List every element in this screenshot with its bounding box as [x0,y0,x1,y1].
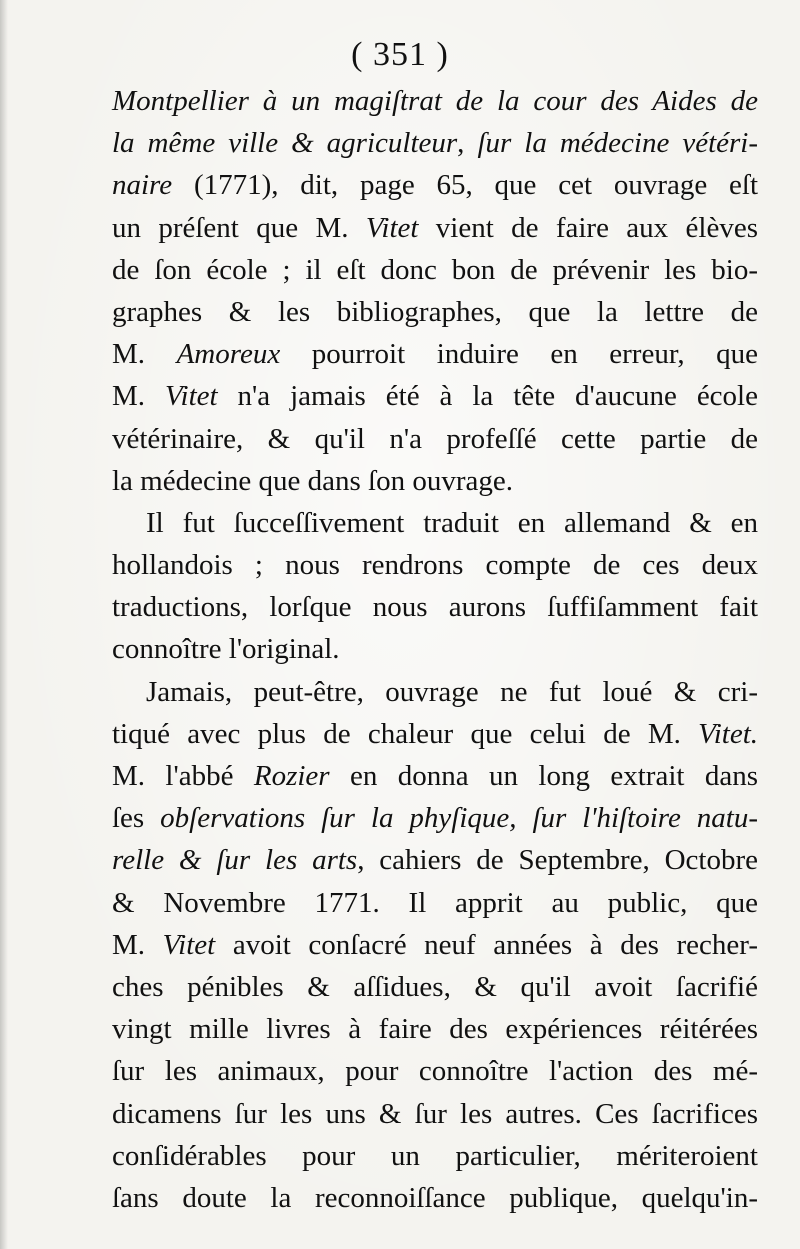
text-segment: la médecine que dans ſon ouvrage. [112,464,514,497]
text-line [112,797,758,839]
text-segment: ſes [112,802,161,835]
italic-text: ſur la médecine vétéri- [477,127,759,160]
text-line [112,1093,758,1135]
italic-text: Rozier [253,760,330,792]
italic-text: Vitet [365,211,419,244]
text-line [112,628,758,670]
text-segment: dicamens ſur les uns & ſur les autres. Ces ſacrifices [112,1097,758,1130]
text-segment: , cahiers de Septembre, Octobre [357,844,758,877]
text-segment: connoître l'original. [112,633,340,666]
text-segment: M. [112,380,165,413]
text-segment: graphes & les bibliographes, que la lettre de [112,295,758,328]
text-line [112,713,758,755]
text-segment: hollandois ; nous rendrons compte de ces deux [112,549,758,582]
body-text [112,80,758,1219]
text-line [112,460,758,502]
text-line [112,249,758,291]
text-line [112,418,758,460]
text-segment: conſidérables pour un particulier, mériteroient [112,1139,758,1172]
italic-text: naire [112,169,173,202]
text-line [112,333,758,375]
italic-text: Montpellier à un magiſtrat de la cour des Aides de [112,85,758,117]
text-segment: n'a jamais été à la tête d'aucune école [217,380,758,413]
text-segment: avoit conſacré neuf années à des recher- [215,928,758,961]
italic-text: obſervations ſur la phyſique, ſur l'hiſtoire natu- [160,802,758,835]
text-segment: , [457,127,478,160]
text-line [112,502,758,544]
text-line [112,207,758,249]
text-segment: vétérinaire, & qu'il n'a profeſſé cette partie de [112,422,758,455]
text-segment: de ſon école ; il eſt donc bon de prévenir les bio- [112,253,758,286]
text-segment: (1771), dit, page 65, que cet ouvrage eſt [172,169,758,202]
text-segment: traductions, lorſque nous aurons ſuffiſamment fait [112,591,758,624]
text-line [112,1177,758,1219]
text-segment: & Novembre 1771. Il apprit au public, que [112,886,758,919]
text-segment: ſans doute la reconnoiſſance publique, quelqu'in- [112,1181,758,1214]
text-line [112,839,758,881]
text-segment: Jamais, peut-être, ouvrage ne fut loué & cri- [146,675,758,708]
text-line [112,291,758,333]
text-line [112,375,758,417]
text-segment: pourroit induire en erreur, que [280,338,758,371]
italic-text: Vitet [162,928,216,961]
text-segment: ches pénibles & aſſidues, & qu'il avoit ſacrifié [112,970,758,1003]
page-edge-shadow [0,0,8,1249]
text-line [112,544,758,586]
page-number: ( 351 ) [351,36,449,73]
text-segment: ſur les animaux, pour connoître l'action des mé- [112,1055,758,1088]
text-segment: Il fut ſucceſſivement traduit en allemand & en [146,506,758,539]
italic-text: Vitet [165,380,218,413]
text-line [112,586,758,628]
text-line [112,924,758,966]
text-segment: tiqué avec plus de chaleur que celui de M. [112,717,699,750]
text-segment: vingt mille livres à faire des expériences réitérées [112,1013,758,1046]
text-line [112,1050,758,1092]
italic-text: relle & ſur les arts [112,844,358,877]
text-line [112,966,758,1008]
italic-text: Amoreux [176,338,281,371]
text-line [112,755,758,797]
text-segment: M. [112,338,177,371]
italic-text: la même ville & agriculteur [112,127,458,160]
text-line [112,164,758,206]
text-segment: vient de faire aux élèves [418,211,758,244]
text-segment: un préſent que M. [112,211,366,244]
text-line [112,122,758,164]
text-line [112,882,758,924]
text-segment: M. l'abbé [112,760,254,792]
text-line [112,671,758,713]
text-line [112,1008,758,1050]
italic-text: Vitet. [698,717,758,750]
text-segment: en donna un long extrait dans [329,760,758,792]
text-line [112,80,758,122]
text-line [112,1135,758,1177]
text-segment: M. [112,928,163,961]
